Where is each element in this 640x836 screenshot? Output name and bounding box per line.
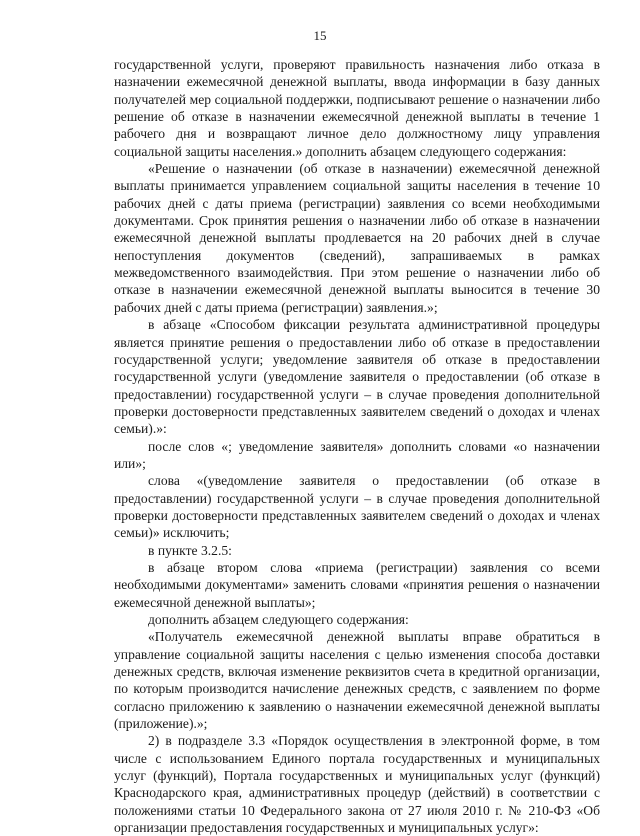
- paragraph: в пункте 3.2.5:: [148, 542, 232, 558]
- paragraph: слова «(уведомление заявителя о предоставлении (об отказе в предоставлении) государственной услуги – в случае проведения дополнительной проверки достоверности представленных заявителем сведений о доходах и членах семьи)» исключить;: [114, 473, 600, 541]
- page-number: 15: [313, 28, 327, 43]
- paragraph: после слов «; уведомление заявителя» дополнить словами «о назначении или»;: [114, 438, 600, 471]
- paragraph: «Получатель ежемесячной денежной выплаты вправе обратиться в управление социальной защиты населения с целью изменения способа доставки денежных средств, включая изменение реквизитов счета в кредитной организации, по которым производится начисление денежных средств, с заявлением по форме согласно приложению к заявлению о назначении ежемесячной денежной выплаты (приложение).»;: [114, 629, 600, 732]
- document-body: [114, 56, 600, 836]
- paragraph: 2) в подразделе 3.3 «Порядок осуществления в электронной форме, в том числе с использованием Единого портала государственных и муниципальных услуг (функций), Портала государственных и муниципальных услуг (функций) Краснодарского края, административных процедур (действий) в соответствии с положениями статьи 10 Федерального закона от 27 июля 2010 г. № 210-ФЗ «Об организации предоставления государственных и муниципальных услуг»:: [114, 733, 600, 836]
- paragraph: в абзаце втором слова «приема (регистрации) заявления со всеми необходимыми документами» заменить словами «принятия решения о назначении ежемесячной денежной выплаты»;: [114, 559, 600, 610]
- paragraph: государственной услуги, проверяют правильность назначения либо отказа в назначении ежемесячной денежной выплаты, ввода информации в базу данных получателей мер социальной поддержки, подписывают решение о назначении либо решение об отказе в назначении ежемесячной денежной выплаты в течение 1 рабочего дня и возвращают личное дело должностному лицу управления социальной защиты населения.» дополнить абзацем следующего содержания:: [114, 57, 600, 159]
- paragraph: дополнить абзацем следующего содержания:: [148, 612, 409, 627]
- paragraph: в абзаце «Способом фиксации результата административной процедуры является принятие решения о предоставлении либо об отказе в предоставлении государственной услуги; уведомление заявителя об отказе в предоставлении государственной услуги (уведомление заявителя о предоставлении (об отказе в предоставлении) государственной услуги – в случае проведения дополнительной проверки достоверности представленных заявителем сведений о доходах и членах семьи).»:: [114, 317, 600, 437]
- paragraph: «Решение о назначении (об отказе в назначении) ежемесячной денежной выплаты принимается управлением социальной защиты населения в течение 10 рабочих дней с даты приема (регистрации) заявления со всеми необходимыми документами. Срок принятия решения о назначении либо об отказе в назначении ежемесячной денежной выплаты продлевается на 20 рабочих дней в случае непоступления документов (сведений), запрашиваемых в рамках межведомственного взаимодействия. При этом решение о назначении либо об отказе в назначении ежемесячной денежной выплаты выносится в течение 30 рабочих дней с даты приема (регистрации) заявления.»;: [114, 161, 600, 315]
